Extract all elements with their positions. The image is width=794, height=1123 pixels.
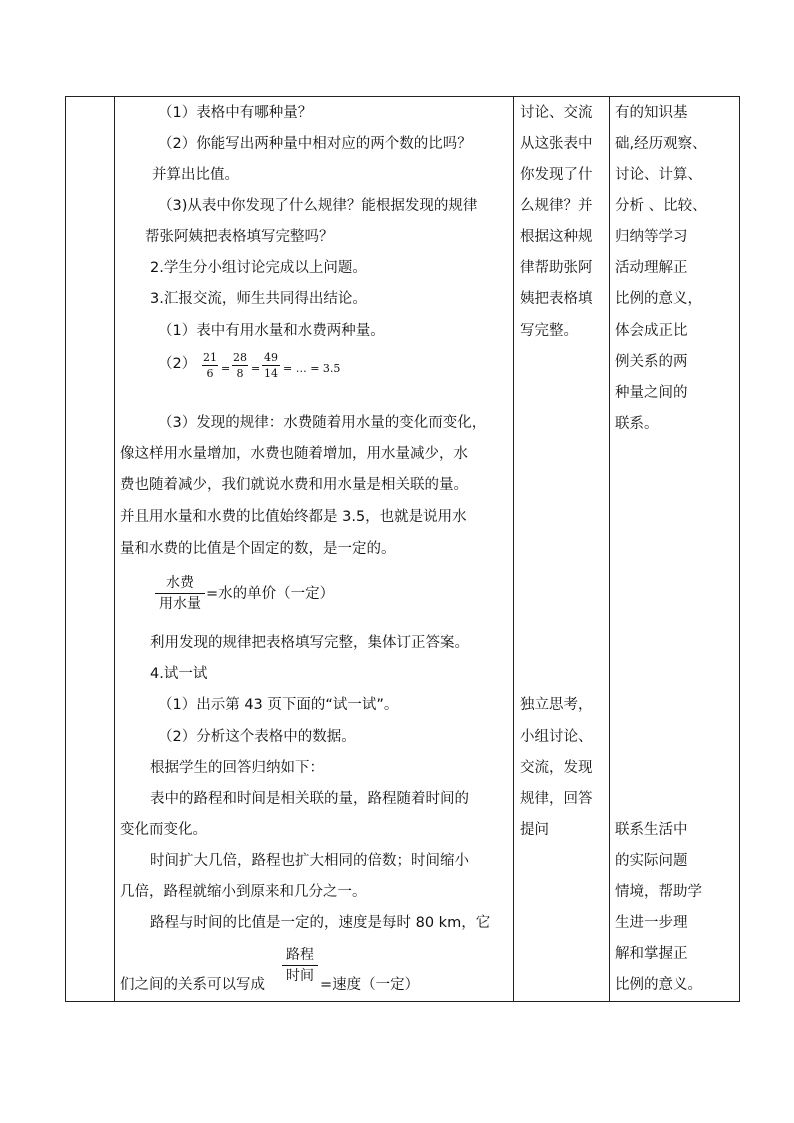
text-line: 写完整。 <box>520 323 578 339</box>
text-line: 体会成正比 <box>615 323 688 339</box>
fraction-numerator: 21 <box>203 351 217 364</box>
text-line: 联系生活中 <box>615 822 688 838</box>
text-line: 活动理解正 <box>615 260 688 276</box>
column-divider <box>114 97 115 1001</box>
text-line: 费也随着减少，我们就说水费和用水量是相关联的量。 <box>120 477 468 493</box>
text-line: （3)从表中你发现了什么规律？能根据发现的规律 <box>158 198 478 214</box>
text-line: 几倍，路程就缩小到原来和几分之一。 <box>120 884 367 900</box>
column-divider <box>609 97 610 1001</box>
equals-sign: = <box>251 362 261 375</box>
text-line: 律帮助张阿 <box>520 260 593 276</box>
text-line: 像这样用水量增加，水费也随着增加，用水量减少，水 <box>120 446 468 462</box>
text-line: 2.学生分小组讨论完成以上问题。 <box>150 260 367 276</box>
text-line: 交流，发现 <box>520 760 593 776</box>
fraction-numerator: 28 <box>233 351 247 364</box>
text-line: 利用发现的规律把表格填写完整，集体订正答案。 <box>150 635 469 651</box>
text-line: 归纳等学习 <box>615 229 688 245</box>
text-line: （2）你能写出两种量中相对应的两个数的比吗？ <box>158 136 472 152</box>
fraction-numerator: 49 <box>264 351 278 364</box>
text-line: 讨论、计算、 <box>615 167 702 183</box>
speed-fraction <box>282 946 318 985</box>
text-line: 并算出比值。 <box>152 167 239 183</box>
text-line: 根据这种规 <box>520 229 593 245</box>
text-line: 们之间的关系可以写成 <box>120 977 265 993</box>
text-line: （3）发现的规律：水费随着用水量的变化而变化， <box>158 415 487 431</box>
text-line: 从这张表中 <box>520 136 593 152</box>
text-line: 量和水费的比值是个固定的数，是一定的。 <box>120 541 396 557</box>
water-price-fraction <box>155 574 205 613</box>
ratio-fraction-1 <box>202 351 218 380</box>
fraction-denominator: 时间 <box>286 968 314 984</box>
text-line: 讨论、交流 <box>520 105 593 121</box>
fraction-bar <box>202 365 218 366</box>
fraction-denominator: 6 <box>206 367 214 380</box>
text-line: 规律，回答 <box>520 791 593 807</box>
column-divider <box>513 97 514 1001</box>
text-line: 联系。 <box>615 416 659 432</box>
text-line: 础,经历观察、 <box>615 136 707 152</box>
fraction-denominator: 用水量 <box>159 596 201 612</box>
text-line: 并且用水量和水费的比值始终都是 3.5，也就是说用水 <box>120 509 467 525</box>
text-line: =速度（一定） <box>320 977 420 993</box>
text-line: 种量之间的 <box>615 385 688 401</box>
text-line: 比例的意义， <box>615 291 702 307</box>
fraction-numerator: 路程 <box>286 947 314 963</box>
fraction-bar <box>155 593 205 594</box>
text-line: （2）分析这个表格中的数据。 <box>158 729 356 745</box>
text-line: =水的单价（一定） <box>206 586 335 602</box>
ratio-fraction-3 <box>262 351 280 380</box>
fraction-bar <box>282 965 318 966</box>
text-line: 么规律？并 <box>520 198 593 214</box>
text-line: 的实际问题 <box>615 853 688 869</box>
text-line: 4.试一试 <box>150 666 208 682</box>
text-line: 生进一步理 <box>615 915 688 931</box>
fraction-numerator: 水费 <box>166 575 194 591</box>
text-line: 独立思考， <box>520 697 593 713</box>
ratio-fraction-2 <box>232 351 248 380</box>
text-line: 情境，帮助学 <box>615 884 702 900</box>
text-line: （1）出示第 43 页下面的“试一试”。 <box>158 697 399 713</box>
text-line: 例关系的两 <box>615 354 688 370</box>
text-line: （1）表格中有哪种量？ <box>158 105 313 121</box>
fraction-bar <box>262 365 280 366</box>
fraction-denominator: 14 <box>264 367 278 380</box>
text-line: 3.汇报交流，师生共同得出结论。 <box>150 291 367 307</box>
text-line: 表中的路程和时间是相关联的量，路程随着时间的 <box>150 791 469 807</box>
text-line: 姨把表格填 <box>520 291 593 307</box>
item-number: （2） <box>158 356 197 372</box>
ratio-result: = … = 3.5 <box>283 362 341 375</box>
text-line: 比例的意义。 <box>615 977 702 993</box>
text-line: 变化而变化。 <box>120 822 207 838</box>
text-line: 小组讨论、 <box>520 729 593 745</box>
text-line: （1）表中有用水量和水费两种量。 <box>158 323 385 339</box>
text-line: 时间扩大几倍，路程也扩大相同的倍数；时间缩小 <box>150 853 469 869</box>
fraction-bar <box>232 365 248 366</box>
text-line: 根据学生的回答归纳如下： <box>150 760 324 776</box>
text-line: 帮张阿姨把表格填写完整吗？ <box>145 229 334 245</box>
text-line: 路程与时间的比值是一定的，速度是每时 80 km，它 <box>150 915 491 931</box>
text-line: 解和掌握正 <box>615 946 688 962</box>
text-line: 你发现了什 <box>520 167 593 183</box>
text-line: 有的知识基 <box>615 105 688 121</box>
equals-sign: = <box>221 362 231 375</box>
fraction-denominator: 8 <box>236 367 244 380</box>
text-line: 分析 、比较、 <box>615 198 707 214</box>
text-line: 提问 <box>520 822 549 838</box>
